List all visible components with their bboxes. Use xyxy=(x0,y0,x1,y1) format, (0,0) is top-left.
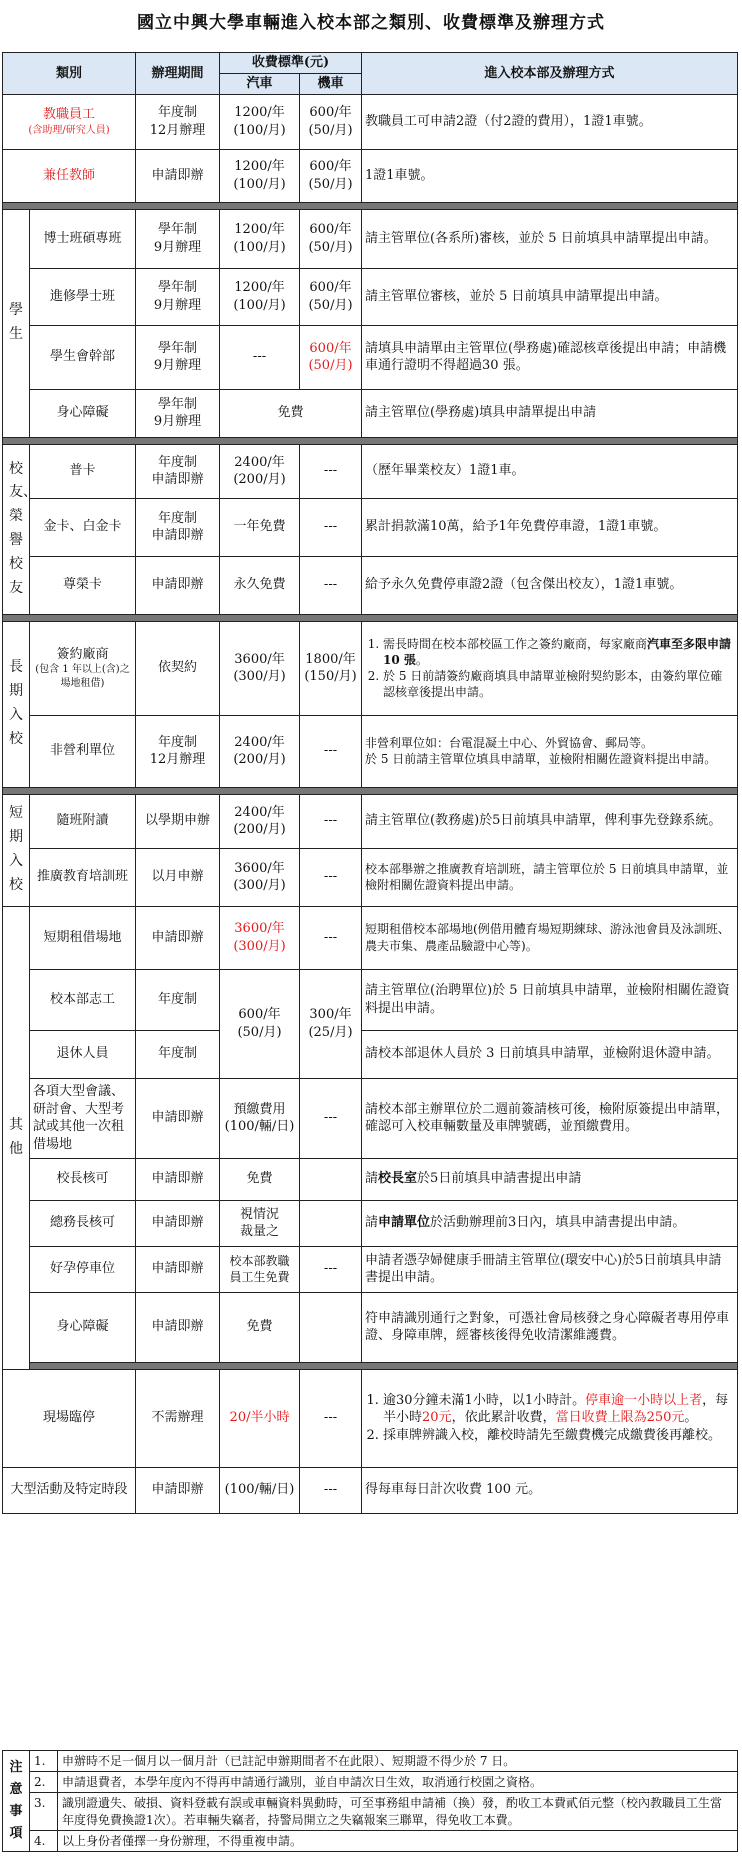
table-row xyxy=(3,1030,738,1078)
method-text: 逾30分鐘未滿1小時，以1小時計。 xyxy=(383,1392,586,1408)
category-cell: 學生會幹部 xyxy=(30,325,136,389)
note-number: 4. xyxy=(30,1830,58,1851)
car-fee: 2400/年 (200/月) xyxy=(220,794,300,848)
notes-label-text: 注意事項 xyxy=(9,1759,23,1842)
table-row xyxy=(3,1246,738,1292)
table-row xyxy=(3,556,738,614)
note-text: 以上身份者僅擇一身份辦理，不得重複申請。 xyxy=(58,1830,738,1851)
car-fee: 一年免費 xyxy=(220,498,300,556)
period-cell: 依契約 xyxy=(136,621,220,715)
category-cell: 推廣教育培訓班 xyxy=(30,848,136,906)
table-row xyxy=(3,1200,738,1246)
car-fee: 1200/年 (100/月) xyxy=(220,209,300,268)
car-fee: 1200/年 (100/月) xyxy=(220,268,300,325)
category-label: 簽約廠商 xyxy=(56,646,109,662)
moto-fee: 600/年 (50/月) xyxy=(300,94,362,149)
category-cell: 校長核可 xyxy=(30,1158,136,1200)
category-cell: 短期租借場地 xyxy=(30,906,136,969)
category-cell: 身心障礙 xyxy=(30,389,136,437)
list-item: 2. 採車牌辨識入校，離校時請先至繳費機完成繳費後再離校。 xyxy=(383,1427,734,1445)
method-emphasis: 申請單位 xyxy=(378,1215,431,1231)
group-label: 學生 xyxy=(9,302,23,343)
method-cell: 符申請識別通行之對象，可憑社會局核發之身心障礙者專用停車證、身障車牌，經審核後得免收清潔維護費。 xyxy=(362,1292,738,1362)
category-cell: 各項大型會議、研討會、大型考試或其他一次租借場地 xyxy=(30,1078,136,1158)
group-label: 長期入校 xyxy=(9,659,23,747)
car-fee: 免費 xyxy=(220,1158,300,1200)
notes-label xyxy=(3,1751,30,1852)
notes-table xyxy=(2,1750,738,1852)
method-cell: 請校本部主辦單位於二週前簽請核可後，檢附原簽提出申請單，確認可入校車輛數量及車牌號碼，並預繳費用。 xyxy=(362,1078,738,1158)
period-cell: 申請即辦 xyxy=(136,1246,220,1292)
method-cell: 教職員工可申請2證（付2證的費用），1證1車號。 xyxy=(362,94,738,149)
group-alumni xyxy=(3,444,37,614)
period-cell: 學年制 9月辦理 xyxy=(136,389,220,437)
method-cell: 短期租借校本部場地(例借用體育場短期練球、游泳池會員及泳訓班、農夫市集、農產品驗證中心等)。 xyxy=(362,906,738,969)
car-fee: (100/輛/日) xyxy=(220,1467,300,1513)
method-text: 。 xyxy=(415,652,428,667)
method-cell: 申請者憑孕婦健康手冊請主管單位(環安中心)於5日前填具申請書提出申請。 xyxy=(362,1246,738,1292)
method-cell: 請校本部退休人員於 3 日前填具申請單，並檢附退休證申請。 xyxy=(362,1030,738,1078)
moto-fee xyxy=(300,1158,362,1200)
table-row xyxy=(3,715,738,787)
car-fee: 1200/年 (100/月) xyxy=(220,94,300,149)
table-row xyxy=(3,1158,738,1200)
category-label: 教職員工 xyxy=(43,107,96,123)
period-cell: 不需辦理 xyxy=(136,1369,220,1467)
moto-fee: --- xyxy=(300,556,362,614)
period-cell: 年度制 申請即辦 xyxy=(136,498,220,556)
moto-fee: --- xyxy=(300,906,362,969)
table-row xyxy=(3,848,738,906)
category-sublabel: (包含 1 年以上(含)之場地租借) xyxy=(35,664,130,689)
period-cell: 年度制 12月辦理 xyxy=(136,715,220,787)
moto-fee: --- xyxy=(300,444,362,498)
group-longterm xyxy=(3,621,30,787)
method-cell: 校本部舉辦之推廣教育培訓班，請主管單位於 5 日前填具申請單，並檢附相關佐證資料提出申請。 xyxy=(362,848,738,906)
fee-table xyxy=(2,52,738,1514)
moto-fee xyxy=(300,1292,362,1362)
period-cell: 年度制 xyxy=(136,1030,220,1078)
group-student xyxy=(3,209,30,437)
method-text: 請 xyxy=(365,1215,379,1231)
period-cell: 以月申辦 xyxy=(136,848,220,906)
category-cell: 博士班碩專班 xyxy=(30,209,136,268)
car-fee: 3600/年 (300/月) xyxy=(220,621,300,715)
car-fee: 2400/年 (200/月) xyxy=(220,444,300,498)
table-row xyxy=(3,325,738,389)
method-emphasis: 20元 xyxy=(422,1410,452,1426)
table-row xyxy=(3,969,738,1030)
table-row xyxy=(3,1369,738,1467)
group-label: 其他 xyxy=(9,1116,23,1157)
category-cell: 尊榮卡 xyxy=(30,556,136,614)
method-cell: 累計捐款滿10萬，給予1年免費停車證，1證1車號。 xyxy=(362,498,738,556)
table-row xyxy=(3,389,738,437)
car-fee: 1200/年 (100/月) xyxy=(220,149,300,202)
moto-fee: --- xyxy=(300,1246,362,1292)
table-row xyxy=(3,621,738,715)
car-fee: 校本部教職 員工生免費 xyxy=(220,1246,300,1292)
method-cell xyxy=(362,1369,738,1467)
list-item xyxy=(383,1392,734,1427)
note-row xyxy=(3,1772,738,1793)
table-row xyxy=(3,1292,738,1362)
car-fee: 3600/年 (300/月) xyxy=(220,906,300,969)
header-category: 類別 xyxy=(3,53,136,95)
method-emphasis: 停車逾一小時以上者 xyxy=(585,1392,703,1408)
header-period: 辦理期間 xyxy=(136,53,220,95)
fee-cell: 免費 xyxy=(220,389,362,437)
moto-fee: 600/年 (50/月) xyxy=(300,268,362,325)
method-cell: 請主管單位(各系所)審核，並於 5 日前填具申請單提出申請。 xyxy=(362,209,738,268)
period-cell: 申請即辦 xyxy=(136,556,220,614)
method-cell: 請主管單位(教務處)於5日前填具申請單，俾利事先登錄系統。 xyxy=(362,794,738,848)
table-row xyxy=(3,444,738,498)
moto-fee: 600/年 (50/月) xyxy=(300,209,362,268)
method-cell: 請主管單位審核，並於 5 日前填具申請單提出申請。 xyxy=(362,268,738,325)
note-text: 申辦時不足一個月以一個月計（已註記申辦期間者不在此限）、短期證不得少於 7 日。 xyxy=(58,1751,738,1772)
note-number: 3. xyxy=(30,1793,58,1830)
method-cell xyxy=(362,1158,738,1200)
moto-fee: 600/年 (50/月) xyxy=(300,149,362,202)
method-text: ，每半小時 xyxy=(383,1392,729,1426)
car-fee: 永久免費 xyxy=(220,556,300,614)
method-text: ，依此累計收費， xyxy=(451,1410,556,1426)
table-row xyxy=(3,94,738,149)
car-fee: 視情況 裁量之 xyxy=(220,1200,300,1246)
method-cell: 非營利單位如：台電混凝土中心、外貿協會、郵局等。 於 5 日前請主管單位填具申請單，並檢附相關佐證資料提出申請。 xyxy=(362,715,738,787)
method-cell: 請填具申請單由主管單位(學務處)確認核章後提出申請；申請機車通行證明不得超過30 張。 xyxy=(362,325,738,389)
group-other xyxy=(3,906,30,1369)
car-fee: 免費 xyxy=(220,1292,300,1362)
period-cell: 以學期申辦 xyxy=(136,794,220,848)
method-cell: 請主管單位(治聘單位)於 5 日前填具申請單，並檢附相關佐證資料提出申請。 xyxy=(362,969,738,1030)
car-fee: 600/年 (50/月) xyxy=(220,969,300,1078)
table-row xyxy=(3,1078,738,1158)
car-fee: 預繳費用 (100/輛/日) xyxy=(220,1078,300,1158)
period-cell: 申請即辦 xyxy=(136,1467,220,1513)
method-cell: 請主管單位(學務處)填具申請單提出申請 xyxy=(362,389,738,437)
moto-fee: 600/年 (50/月) xyxy=(300,325,362,389)
method-emphasis: 當日收費上限為250元 xyxy=(555,1410,685,1426)
moto-fee: --- xyxy=(300,1369,362,1467)
section-separator xyxy=(3,787,738,794)
table-row xyxy=(3,1467,738,1513)
note-row xyxy=(3,1830,738,1851)
group-label: 校友、榮譽校友 xyxy=(9,460,37,596)
period-cell: 申請即辦 xyxy=(136,1078,220,1158)
moto-fee: --- xyxy=(300,848,362,906)
header-method: 進入校本部及辦理方式 xyxy=(362,53,738,95)
table-row xyxy=(3,268,738,325)
section-separator xyxy=(3,614,738,621)
header-car: 汽車 xyxy=(220,74,300,95)
method-text: 於活動辦理前3日內，填具申請書提出申請。 xyxy=(430,1215,686,1231)
moto-fee: --- xyxy=(300,715,362,787)
category-event: 大型活動及特定時段 xyxy=(3,1467,136,1513)
document-title: 國立中興大學車輛進入校本部之類別、收費標準及辦理方式 xyxy=(137,13,605,33)
header-moto: 機車 xyxy=(300,74,362,95)
table-row xyxy=(3,149,738,202)
period-cell: 學年制 9月辦理 xyxy=(136,268,220,325)
category-cell: 金卡、白金卡 xyxy=(30,498,136,556)
header-fee: 收費標準(元) xyxy=(220,53,362,74)
moto-fee xyxy=(300,1200,362,1246)
period-cell: 學年制 9月辦理 xyxy=(136,209,220,268)
method-cell: 得每車每日計次收費 100 元。 xyxy=(362,1467,738,1513)
note-row xyxy=(3,1793,738,1830)
category-staff xyxy=(3,94,136,149)
method-cell: 1證1車號。 xyxy=(362,149,738,202)
category-sublabel: (含助理/研究人員) xyxy=(28,124,110,136)
group-shortterm xyxy=(3,794,30,906)
moto-fee: --- xyxy=(300,1078,362,1158)
period-cell: 申請即辦 xyxy=(136,1200,220,1246)
table-row xyxy=(3,498,738,556)
note-row xyxy=(3,1751,738,1772)
note-text: 識別證遺失、破損、資料登載有誤或車輛資料異動時，可至事務組申請補（換）發，酌收工本費貳佰元整（校內教職員工生當年度得免費換證1次）。若車輛失竊者，持警局開立之失竊報案三聯單，得免收工本費。 xyxy=(58,1793,738,1830)
method-text: 。 xyxy=(684,1410,698,1426)
period-cell: 申請即辦 xyxy=(136,906,220,969)
category-cell: 非營利單位 xyxy=(30,715,136,787)
car-fee: 20/半小時 xyxy=(220,1369,300,1467)
list-item: 2. 於 5 日前請簽約廠商填具申請單並檢附契約影本，由簽約單位確認核章後提出申請。 xyxy=(383,668,734,700)
category-cell: 進修學士班 xyxy=(30,268,136,325)
method-text: 於5日前填具申請書提出申請 xyxy=(417,1171,582,1187)
note-number: 2. xyxy=(30,1772,58,1793)
method-cell xyxy=(362,1200,738,1246)
car-fee: 3600/年 (300/月) xyxy=(220,848,300,906)
period-cell: 申請即辦 xyxy=(136,1158,220,1200)
section-separator xyxy=(3,437,738,444)
category-vendor xyxy=(30,621,136,715)
category-temp: 現場臨停 xyxy=(3,1369,136,1467)
moto-fee: --- xyxy=(300,498,362,556)
section-separator xyxy=(3,1362,738,1369)
table-row xyxy=(3,209,738,268)
list-item xyxy=(383,636,734,668)
category-cell: 隨班附讀 xyxy=(30,794,136,848)
moto-fee: 1800/年 (150/月) xyxy=(300,621,362,715)
period-cell: 年度制 申請即辦 xyxy=(136,444,220,498)
method-emphasis: 校長室 xyxy=(378,1171,418,1187)
moto-fee: 300/年 (25/月) xyxy=(300,969,362,1078)
section-separator xyxy=(3,202,738,209)
period-cell: 申請即辦 xyxy=(136,1292,220,1362)
category-cell: 身心障礙 xyxy=(30,1292,136,1362)
note-text: 申請退費者，本學年度內不得再申請通行識別，並自申請次日生效，取消通行校園之資格。 xyxy=(58,1772,738,1793)
method-cell xyxy=(362,621,738,715)
period-cell: 年度制 12月辦理 xyxy=(136,94,220,149)
moto-fee: --- xyxy=(300,794,362,848)
period-cell: 申請即辦 xyxy=(136,149,220,202)
moto-fee: --- xyxy=(300,1467,362,1513)
car-fee: 2400/年 (200/月) xyxy=(220,715,300,787)
group-label: 短期入校 xyxy=(9,805,23,893)
category-cell: 好孕停車位 xyxy=(30,1246,136,1292)
method-emphasis: 汽車至多限申請 10 張 xyxy=(383,636,732,667)
category-cell: 退休人員 xyxy=(30,1030,136,1078)
note-number: 1. xyxy=(30,1751,58,1772)
method-cell: （歷年畢業校友）1證1車。 xyxy=(362,444,738,498)
method-text: 請 xyxy=(365,1171,379,1187)
category-parttime: 兼任教師 xyxy=(3,149,136,202)
method-cell: 給予永久免費停車證2證（包含傑出校友），1證1車號。 xyxy=(362,556,738,614)
car-fee: --- xyxy=(220,325,300,389)
table-row xyxy=(3,906,738,969)
method-text: 需長時間在校本部校區工作之簽約廠商，每家廠商 xyxy=(383,636,648,651)
category-cell: 總務長核可 xyxy=(30,1200,136,1246)
period-cell: 年度制 xyxy=(136,969,220,1030)
table-row xyxy=(3,794,738,848)
category-cell: 校本部志工 xyxy=(30,969,136,1030)
period-cell: 學年制 9月辦理 xyxy=(136,325,220,389)
category-cell: 普卡 xyxy=(30,444,136,498)
